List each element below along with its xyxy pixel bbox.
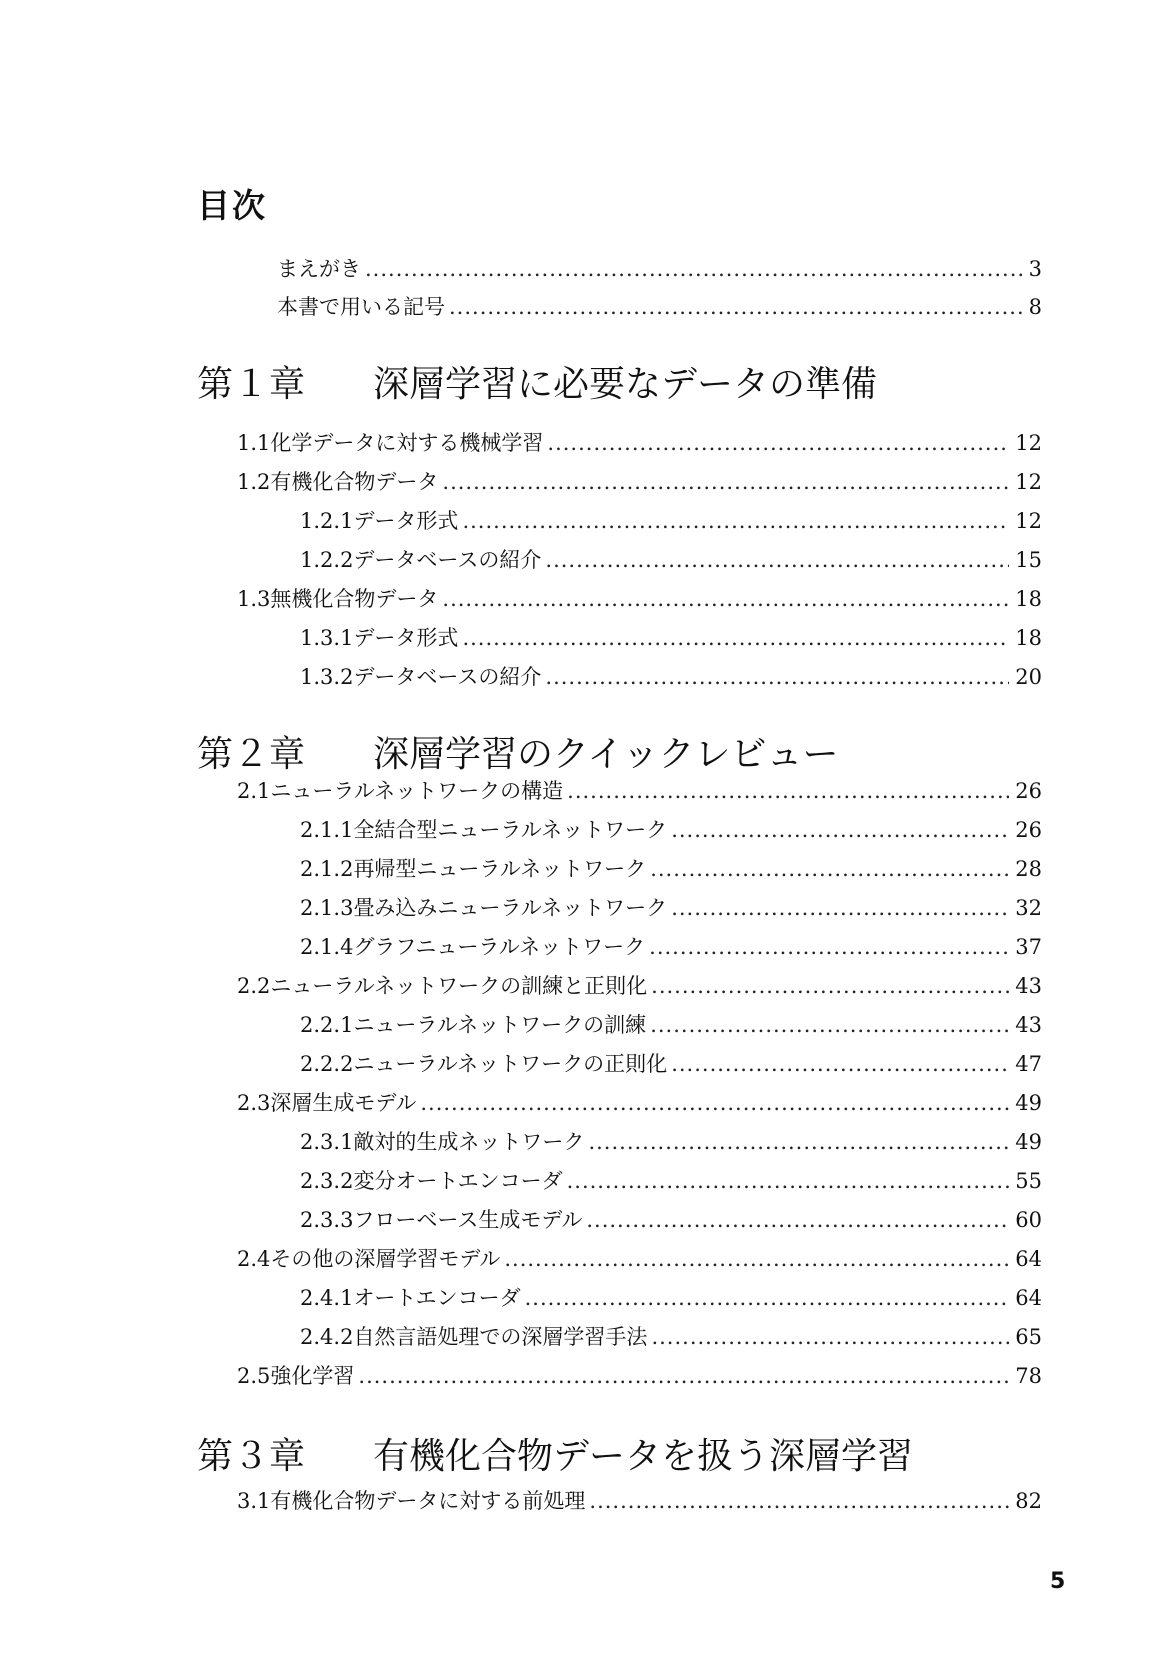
section-title: 無機化合物データ bbox=[270, 587, 439, 611]
section-page: 18 bbox=[1015, 587, 1042, 611]
subsection-page: 15 bbox=[1015, 548, 1042, 572]
toc-section[interactable] bbox=[237, 1489, 1042, 1513]
toc-entry-page: 8 bbox=[1028, 295, 1042, 319]
section-title: ニューラルネットワークの構造 bbox=[270, 779, 564, 803]
chapter-heading-1[interactable] bbox=[197, 356, 877, 407]
subsection-title: データ形式 bbox=[353, 509, 459, 533]
chapter-title: 深層学習に必要なデータの準備 bbox=[373, 364, 878, 405]
toc-entry-page: 3 bbox=[1028, 257, 1042, 281]
subsection-number: 1.3.1 bbox=[300, 626, 354, 650]
section-title: 有機化合物データに対する前処理 bbox=[270, 1489, 586, 1513]
toc-subsection[interactable] bbox=[300, 818, 1042, 842]
subsection-title: オートエンコーダ bbox=[353, 1286, 521, 1310]
toc-subsection[interactable] bbox=[300, 896, 1042, 920]
section-page: 12 bbox=[1015, 431, 1042, 455]
dot-leader bbox=[671, 896, 1009, 920]
toc-subsection[interactable] bbox=[300, 1286, 1042, 1310]
dot-leader bbox=[650, 857, 1009, 881]
page-title: 目次 bbox=[197, 186, 267, 225]
subsection-number: 2.3.3 bbox=[300, 1208, 354, 1232]
subsection-page: 37 bbox=[1015, 935, 1042, 959]
subsection-title: 敵対的生成ネットワーク bbox=[353, 1130, 585, 1154]
toc-subsection[interactable] bbox=[300, 1013, 1042, 1037]
section-number: 2.1 bbox=[237, 779, 271, 803]
dot-leader bbox=[358, 1364, 1009, 1388]
toc-subsection[interactable] bbox=[300, 665, 1042, 689]
page-number: 5 bbox=[1050, 1569, 1066, 1594]
dot-leader bbox=[545, 548, 1009, 572]
subsection-title: ニューラルネットワークの正則化 bbox=[353, 1052, 668, 1076]
subsection-page: 47 bbox=[1015, 1052, 1042, 1076]
subsection-number: 2.1.4 bbox=[300, 935, 354, 959]
toc-entry-notation[interactable] bbox=[277, 295, 1042, 319]
toc-subsection[interactable] bbox=[300, 626, 1042, 650]
subsection-page: 32 bbox=[1015, 896, 1042, 920]
subsection-title: 変分オートエンコーダ bbox=[353, 1169, 563, 1193]
subsection-title: ニューラルネットワークの訓練 bbox=[353, 1013, 647, 1037]
dot-leader bbox=[651, 1325, 1009, 1349]
toc-subsection[interactable] bbox=[300, 509, 1042, 533]
section-title: その他の深層学習モデル bbox=[270, 1247, 501, 1271]
section-title: 深層生成モデル bbox=[270, 1091, 417, 1115]
toc-section[interactable] bbox=[237, 470, 1042, 494]
dot-leader bbox=[671, 1052, 1009, 1076]
subsection-number: 1.3.2 bbox=[300, 665, 354, 689]
dot-leader bbox=[547, 431, 1009, 455]
dot-leader bbox=[449, 295, 1023, 319]
toc-section[interactable] bbox=[237, 779, 1042, 803]
section-number: 2.4 bbox=[237, 1247, 271, 1271]
section-page: 12 bbox=[1015, 470, 1042, 494]
dot-leader bbox=[442, 587, 1009, 611]
subsection-title: 畳み込みニューラルネットワーク bbox=[353, 896, 668, 920]
chapter-label: 第３章 bbox=[197, 1436, 306, 1477]
section-page: 78 bbox=[1015, 1364, 1042, 1388]
dot-leader bbox=[420, 1091, 1009, 1115]
dot-leader bbox=[567, 1169, 1010, 1193]
dot-leader bbox=[588, 1130, 1009, 1154]
section-number: 1.1 bbox=[237, 431, 271, 455]
section-number: 3.1 bbox=[237, 1489, 271, 1513]
subsection-number: 2.2.2 bbox=[300, 1052, 354, 1076]
subsection-page: 20 bbox=[1015, 665, 1042, 689]
toc-subsection[interactable] bbox=[300, 1208, 1042, 1232]
toc-entry-preface[interactable] bbox=[277, 257, 1042, 281]
section-number: 1.2 bbox=[237, 470, 271, 494]
dot-leader bbox=[365, 257, 1023, 281]
section-number: 2.3 bbox=[237, 1091, 271, 1115]
subsection-page: 60 bbox=[1015, 1208, 1042, 1232]
section-page: 82 bbox=[1015, 1489, 1042, 1513]
subsection-number: 2.4.2 bbox=[300, 1325, 354, 1349]
dot-leader bbox=[442, 470, 1009, 494]
dot-leader bbox=[650, 1013, 1009, 1037]
section-page: 26 bbox=[1015, 779, 1042, 803]
section-number: 1.3 bbox=[237, 587, 271, 611]
toc-subsection[interactable] bbox=[300, 548, 1042, 572]
dot-leader bbox=[671, 818, 1009, 842]
toc-subsection[interactable] bbox=[300, 1169, 1042, 1193]
dot-leader bbox=[462, 626, 1009, 650]
dot-leader bbox=[504, 1247, 1009, 1271]
chapter-heading-2[interactable] bbox=[197, 726, 838, 777]
dot-leader bbox=[649, 935, 1009, 959]
subsection-title: データ形式 bbox=[353, 626, 459, 650]
chapter-title: 深層学習のクイックレビュー bbox=[373, 734, 839, 775]
subsection-page: 49 bbox=[1015, 1130, 1042, 1154]
subsection-number: 2.1.3 bbox=[300, 896, 354, 920]
chapter-title: 有機化合物データを扱う深層学習 bbox=[373, 1436, 914, 1477]
section-title: 強化学習 bbox=[270, 1364, 355, 1388]
subsection-title: 再帰型ニューラルネットワーク bbox=[353, 857, 647, 881]
subsection-number: 1.2.2 bbox=[300, 548, 354, 572]
dot-leader bbox=[589, 1489, 1009, 1513]
section-page: 49 bbox=[1015, 1091, 1042, 1115]
subsection-title: データベースの紹介 bbox=[353, 548, 542, 572]
subsection-page: 12 bbox=[1015, 509, 1042, 533]
chapter-label: 第２章 bbox=[197, 734, 306, 775]
toc-entry-title: まえがき bbox=[277, 257, 361, 281]
toc-section[interactable] bbox=[237, 587, 1042, 611]
subsection-number: 2.1.1 bbox=[300, 818, 354, 842]
subsection-number: 2.1.2 bbox=[300, 857, 354, 881]
section-title: ニューラルネットワークの訓練と正則化 bbox=[270, 974, 648, 998]
toc-section[interactable] bbox=[237, 1091, 1042, 1115]
section-page: 64 bbox=[1015, 1247, 1042, 1271]
dot-leader bbox=[651, 974, 1009, 998]
subsection-page: 28 bbox=[1015, 857, 1042, 881]
dot-leader bbox=[567, 779, 1009, 803]
dot-leader bbox=[586, 1208, 1009, 1232]
subsection-title: データベースの紹介 bbox=[353, 665, 542, 689]
section-page: 43 bbox=[1015, 974, 1042, 998]
toc-section[interactable] bbox=[237, 1247, 1042, 1271]
subsection-page: 18 bbox=[1015, 626, 1042, 650]
subsection-page: 64 bbox=[1015, 1286, 1042, 1310]
subsection-title: 全結合型ニューラルネットワーク bbox=[353, 818, 668, 842]
subsection-page: 55 bbox=[1015, 1169, 1042, 1193]
toc-section[interactable] bbox=[237, 974, 1042, 998]
subsection-number: 2.3.2 bbox=[300, 1169, 354, 1193]
subsection-number: 2.4.1 bbox=[300, 1286, 354, 1310]
subsection-number: 1.2.1 bbox=[300, 509, 354, 533]
dot-leader bbox=[462, 509, 1009, 533]
subsection-number: 2.3.1 bbox=[300, 1130, 354, 1154]
toc-entry-title: 本書で用いる記号 bbox=[277, 295, 445, 319]
section-title: 化学データに対する機械学習 bbox=[270, 431, 544, 455]
toc-subsection[interactable] bbox=[300, 935, 1042, 959]
section-number: 2.5 bbox=[237, 1364, 271, 1388]
subsection-page: 65 bbox=[1015, 1325, 1042, 1349]
chapter-label: 第１章 bbox=[197, 364, 306, 405]
subsection-title: グラフニューラルネットワーク bbox=[353, 935, 646, 959]
chapter-heading-3[interactable] bbox=[197, 1428, 913, 1479]
subsection-title: フローベース生成モデル bbox=[353, 1208, 583, 1232]
toc-section[interactable] bbox=[237, 1364, 1042, 1388]
subsection-page: 26 bbox=[1015, 818, 1042, 842]
subsection-title: 自然言語処理での深層学習手法 bbox=[353, 1325, 648, 1349]
toc-subsection[interactable] bbox=[300, 1325, 1042, 1349]
dot-leader bbox=[525, 1286, 1010, 1310]
subsection-page: 43 bbox=[1015, 1013, 1042, 1037]
section-title: 有機化合物データ bbox=[270, 470, 439, 494]
toc-subsection[interactable] bbox=[300, 1052, 1042, 1076]
subsection-number: 2.2.1 bbox=[300, 1013, 354, 1037]
toc-subsection[interactable] bbox=[300, 857, 1042, 881]
toc-section[interactable] bbox=[237, 431, 1042, 455]
toc-subsection[interactable] bbox=[300, 1130, 1042, 1154]
dot-leader bbox=[545, 665, 1009, 689]
section-number: 2.2 bbox=[237, 974, 271, 998]
